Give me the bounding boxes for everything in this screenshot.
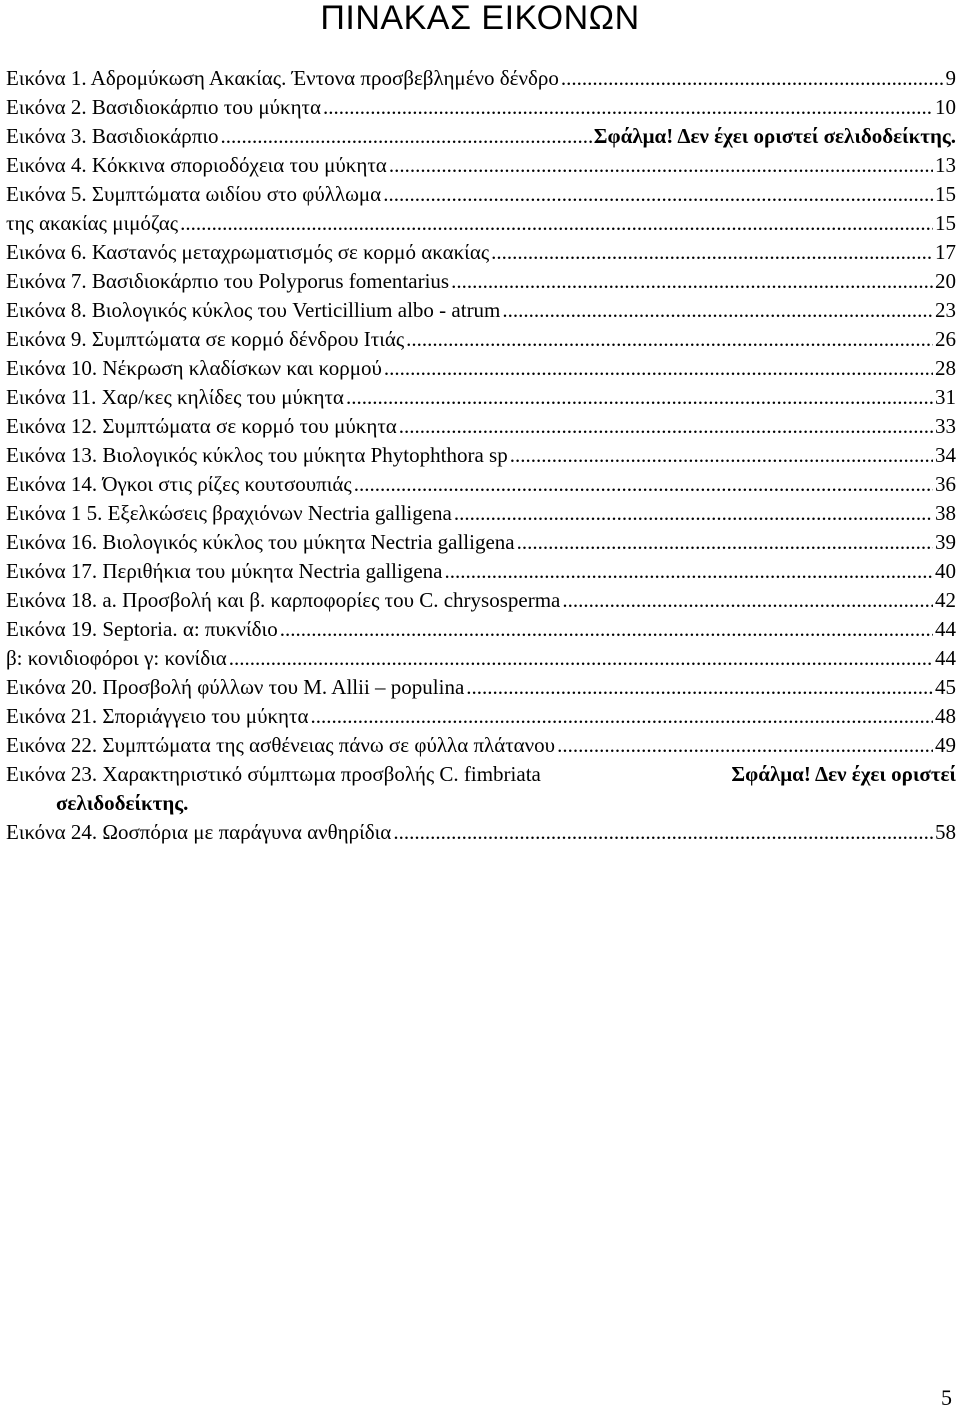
- entry-label: Εικόνα 11. Χαρ/κες κηλίδες του μύκητα: [6, 385, 344, 409]
- entry-page-number: 28: [935, 356, 956, 380]
- dot-leader: [383, 180, 933, 209]
- entry-label: Εικόνα 13. Βιολογικός κύκλος του μύκητα Phytophthora sp: [6, 443, 508, 467]
- bookmark-error: Σφάλμα! Δεν έχει οριστεί σελιδοδείκτης.: [593, 124, 956, 148]
- toc-entry[interactable]: [6, 238, 956, 267]
- dot-leader: [454, 499, 933, 528]
- entry-page-number: 33: [935, 414, 956, 438]
- entry-label: Εικόνα 20. Προσβολή φύλλων του M. Allii – populina: [6, 675, 465, 699]
- dot-leader: [517, 528, 933, 557]
- dot-leader: [451, 267, 933, 296]
- entry-label: Εικόνα 24. Ωοσπόρια με παράγυνα ανθηρίδια: [6, 820, 392, 844]
- entry-label: Εικόνα 10. Νέκρωση κλαδίσκων και κορμού: [6, 356, 382, 380]
- entry-page-number: 34: [935, 443, 956, 467]
- entry-label: Εικόνα 8. Βιολογικός κύκλος του Verticillium albo - atrum: [6, 298, 501, 322]
- page-number: 5: [941, 1385, 952, 1410]
- dot-leader: [557, 731, 933, 760]
- entry-page-number: 39: [935, 530, 956, 554]
- dot-leader: [399, 412, 933, 441]
- entry-page-number: 17: [935, 240, 956, 264]
- entry-page-number: 42: [935, 588, 956, 612]
- toc-entry[interactable]: [6, 818, 956, 847]
- entry-page-number: 13: [935, 153, 956, 177]
- entry-page-number: 23: [935, 298, 956, 322]
- entry-page-number: 15: [935, 211, 956, 235]
- toc-entry[interactable]: [6, 325, 956, 354]
- entry-label: Εικόνα 23. Χαρακτηριστικό σύμπτωμα προσβολής C. fimbriata: [6, 762, 541, 786]
- entry-page-number: 49: [935, 733, 956, 757]
- dot-leader: [562, 586, 933, 615]
- toc-entry[interactable]: [6, 64, 956, 93]
- entry-page-number: 15: [935, 182, 956, 206]
- toc-entry[interactable]: [6, 412, 956, 441]
- dot-leader: [389, 151, 933, 180]
- entry-label: β: κονιδιοφόροι γ: κονίδια: [6, 646, 227, 670]
- entry-page-number: 9: [945, 66, 956, 90]
- entry-label: Εικόνα 19. Septoria. α: πυκνίδιο: [6, 617, 278, 641]
- toc-entry[interactable]: [6, 93, 956, 122]
- dot-leader: [384, 354, 933, 383]
- entry-label: Εικόνα 16. Βιολογικός κύκλος του μύκητα Nectria galligena: [6, 530, 515, 554]
- entry-label: Εικόνα 21. Σποριάγγειο του μύκητα: [6, 704, 309, 728]
- entry-label: Εικόνα 5. Συμπτώματα ωιδίου στο φύλλωμα: [6, 182, 382, 206]
- entry-page-number: 20: [935, 269, 956, 293]
- entry-label: Εικόνα 6. Καστανός μεταχρωματισμός σε κορμό ακακίας: [6, 240, 490, 264]
- dot-leader: [323, 93, 933, 122]
- toc-entry[interactable]: [6, 180, 956, 209]
- dot-leader: [180, 209, 933, 238]
- entry-label: Εικόνα 12. Συμπτώματα σε κορμό του μύκητα: [6, 414, 397, 438]
- toc-entry[interactable]: [6, 615, 956, 644]
- entry-label: Εικόνα 2. Βασιδιοκάρπιο του μύκητα: [6, 95, 321, 119]
- toc-entry[interactable]: [6, 151, 956, 180]
- dot-leader: [466, 673, 933, 702]
- dot-leader: [510, 441, 933, 470]
- dot-leader: [346, 383, 933, 412]
- entry-label: Εικόνα 1. Αδρομύκωση Ακακίας. Έντονα προσβεβλημένο δένδρο: [6, 66, 559, 90]
- toc-entry[interactable]: [6, 702, 956, 731]
- entry-page-number: 44: [935, 617, 956, 641]
- entry-page-number: 10: [935, 95, 956, 119]
- toc-entry[interactable]: [6, 673, 956, 702]
- toc-entry[interactable]: [6, 586, 956, 615]
- toc-entry[interactable]: [6, 557, 956, 586]
- entry-page-number: 31: [935, 385, 956, 409]
- entry-label: Εικόνα 1 5. Εξελκώσεις βραχιόνων Nectria galligena: [6, 501, 452, 525]
- toc-entry[interactable]: [6, 760, 956, 789]
- dot-leader: [502, 296, 933, 325]
- entry-page-number: 26: [935, 327, 956, 351]
- table-of-figures: [6, 64, 956, 847]
- dot-leader: [354, 470, 933, 499]
- entry-page-number: 38: [935, 501, 956, 525]
- dot-leader: [280, 615, 933, 644]
- entry-label: Εικόνα 4. Κόκκινα σποριοδόχεια του μύκητα: [6, 153, 387, 177]
- entry-page-number: 58: [935, 820, 956, 844]
- toc-entry[interactable]: [6, 122, 956, 151]
- entry-label: της ακακίας μιμόζας: [6, 211, 179, 235]
- toc-entry[interactable]: [6, 209, 956, 238]
- dot-leader: [229, 644, 933, 673]
- dot-leader: [491, 238, 933, 267]
- entry-label: Εικόνα 22. Συμπτώματα της ασθένειας πάνω σε φύλλα πλάτανου: [6, 733, 556, 757]
- entry-label: Εικόνα 17. Περιθήκια του μύκητα Nectria galligena: [6, 559, 443, 583]
- entry-page-number: 36: [935, 472, 956, 496]
- bookmark-error: Σφάλμα! Δεν έχει οριστεί: [731, 762, 956, 786]
- entry-label: Εικόνα 7. Βασιδιοκάρπιο του Polyporus fomentarius: [6, 269, 450, 293]
- entry-page-number: 45: [935, 675, 956, 699]
- toc-entry[interactable]: [6, 296, 956, 325]
- dot-leader: [445, 557, 934, 586]
- toc-entry[interactable]: [6, 528, 956, 557]
- dot-leader: [310, 702, 933, 731]
- toc-entry[interactable]: [6, 267, 956, 296]
- dot-leader: [221, 122, 592, 151]
- bookmark-error-continuation: σελιδοδείκτης.: [56, 791, 189, 815]
- toc-entry[interactable]: [6, 644, 956, 673]
- entry-label: Εικόνα 14. Όγκοι στις ρίζες κουτσουπιάς: [6, 472, 352, 496]
- entry-label: Εικόνα 18. a. Προσβολή και β. καρποφορίες του C. chrysosperma: [6, 588, 561, 612]
- dot-leader: [406, 325, 933, 354]
- entry-label: Εικόνα 3. Βασιδιοκάρπιο: [6, 124, 219, 148]
- toc-entry[interactable]: [6, 354, 956, 383]
- toc-entry[interactable]: [6, 470, 956, 499]
- entry-page-number: 40: [935, 559, 956, 583]
- entry-label: Εικόνα 9. Συμπτώματα σε κορμό δένδρου Ιτιάς: [6, 327, 405, 351]
- dot-leader: [561, 64, 944, 93]
- toc-entry[interactable]: [6, 441, 956, 470]
- entry-page-number: 48: [935, 704, 956, 728]
- toc-entry[interactable]: [6, 499, 956, 528]
- entry-page-number: 44: [935, 646, 956, 670]
- toc-entry[interactable]: [6, 383, 956, 412]
- toc-entry[interactable]: [6, 731, 956, 760]
- page-title: ΠΙΝΑΚΑΣ ΕΙΚΟΝΩΝ: [320, 0, 640, 37]
- dot-leader: [393, 818, 933, 847]
